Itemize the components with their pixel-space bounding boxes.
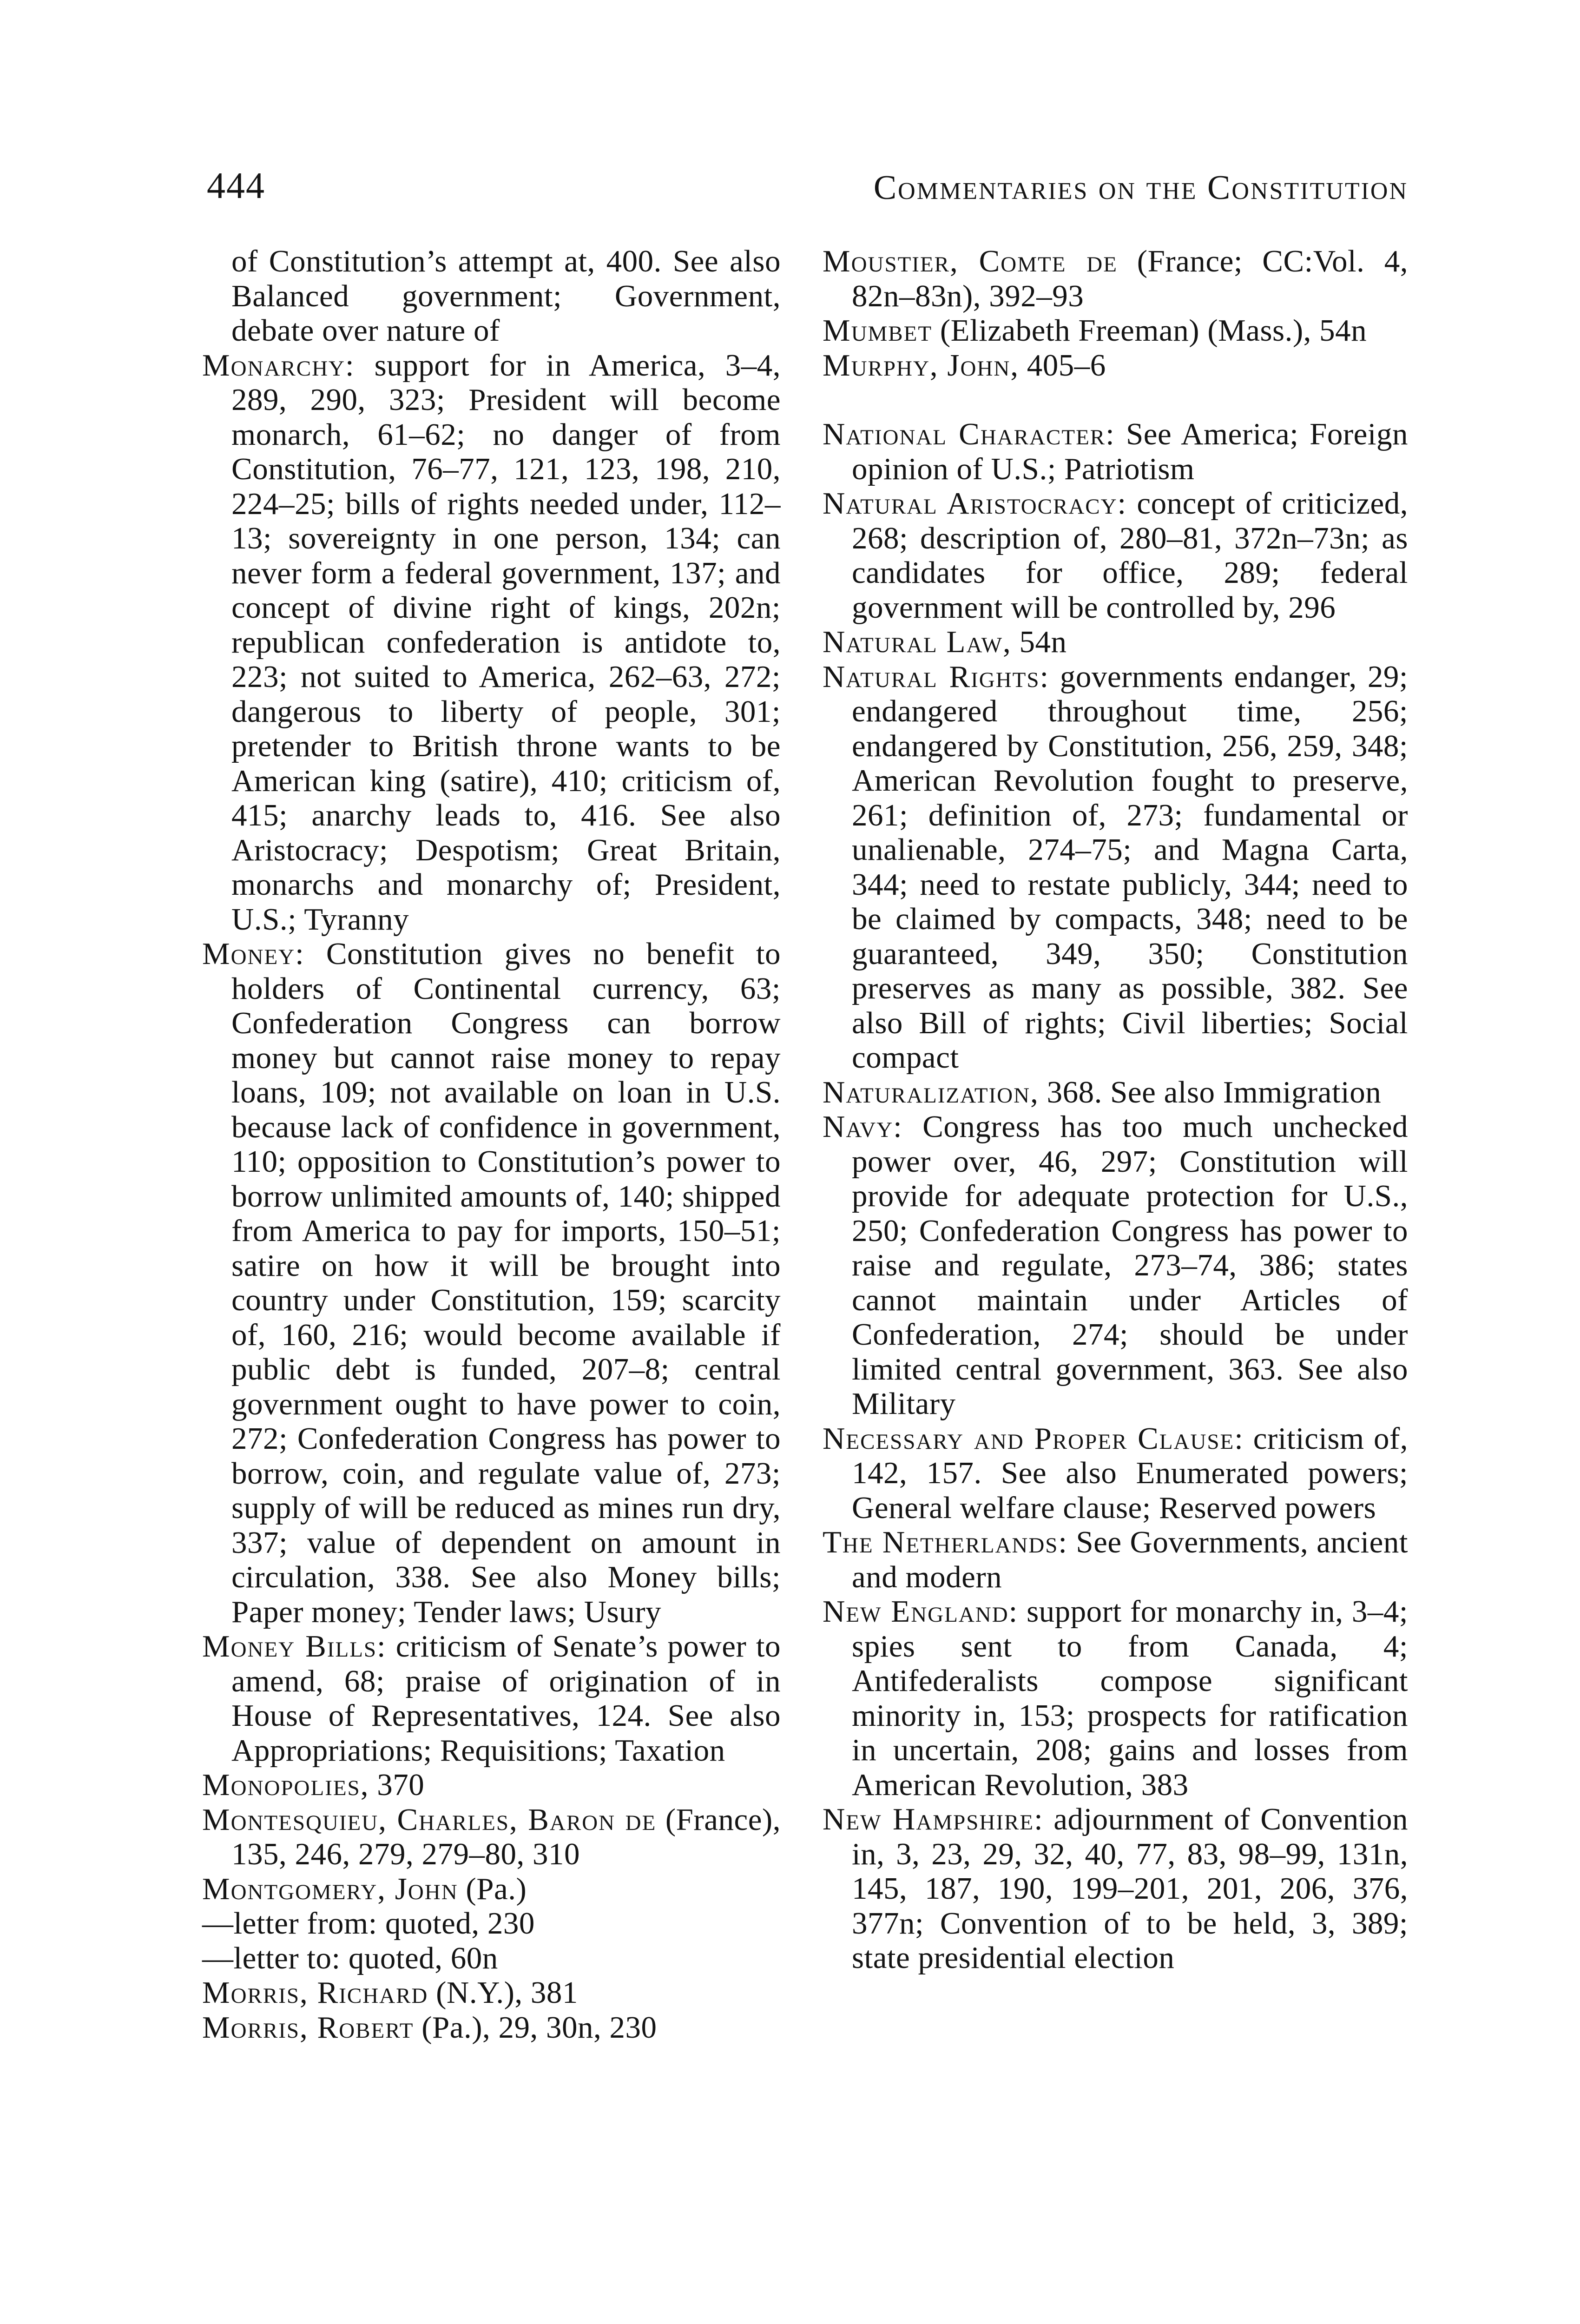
subentry-text: —letter from: quoted, 230	[202, 1906, 535, 1941]
entry-heading: Morris, Richard	[202, 1975, 428, 2010]
index-entry	[202, 1629, 781, 1768]
entry-text: support for monarchy in, 3–4; spies sent to from Canada, 4; Antifederalists compose significant minority in, 153; prospects for ratification in uncertain, 208; gains and losses from American Revolution, 383	[852, 1594, 1408, 1802]
section-gap	[823, 383, 1408, 417]
index-column-right	[823, 244, 1408, 1975]
entry-heading: Navy:	[823, 1109, 903, 1144]
entry-text: 54n	[1019, 625, 1067, 659]
index-entry	[823, 660, 1408, 1075]
index-entry	[823, 417, 1408, 486]
entry-heading: Montgomery, John	[202, 1871, 458, 1906]
index-entry	[823, 1802, 1408, 1975]
entry-heading: Morris, Robert	[202, 2010, 414, 2045]
index-entry	[823, 1421, 1408, 1525]
index-column-left	[202, 244, 781, 2045]
index-entry	[823, 313, 1408, 348]
entry-heading: National Character:	[823, 417, 1115, 451]
entry-text: See Governments, ancient and modern	[852, 1525, 1409, 1594]
entry-heading: Natural Rights:	[823, 659, 1050, 694]
entry-text: 370	[377, 1768, 425, 1802]
index-entry	[202, 348, 781, 937]
entry-heading: Monopolies,	[202, 1768, 369, 1802]
entry-heading: Moustier, Comte de	[823, 244, 1118, 278]
index-entry	[202, 1802, 781, 1872]
index-entry	[202, 1768, 781, 1802]
index-entry	[823, 1075, 1408, 1110]
index-entry	[823, 348, 1408, 383]
entry-heading: Money Bills:	[202, 1629, 387, 1664]
entry-heading: New Hampshire:	[823, 1802, 1044, 1836]
entry-text: (Pa.), 29, 30n, 230	[421, 2010, 657, 2045]
entry-text: (Elizabeth Freeman) (Mass.), 54n	[940, 313, 1367, 348]
entry-heading: The Netherlands:	[823, 1525, 1068, 1559]
entry-text: (Pa.)	[466, 1871, 527, 1906]
index-entry	[202, 937, 781, 1629]
entry-text: of Constitution’s attempt at, 400. See also Balanced government; Government, debate over nature of	[231, 244, 781, 348]
index-entry	[823, 486, 1408, 625]
entry-heading: Naturalization,	[823, 1075, 1039, 1109]
page-number: 444	[207, 165, 265, 206]
entry-text: criticism of Senate’s power to amend, 68; praise of origination of in House of Representatives, 124. See also Appropriations; Requisitions; Taxation	[231, 1629, 781, 1768]
entry-text: Congress has too much unchecked power over, 46, 297; Constitution will provide for adequate protection for U.S., 250; Confederation Congress has power to raise and regulate, 273–74, 386; states cannot maintain under Articles of Confederation, 274; should be under limited central government, 363. See also Military	[852, 1109, 1408, 1421]
entry-heading: Mumbet	[823, 313, 933, 348]
index-entry	[823, 625, 1408, 660]
entry-text: support for in America, 3–4, 289, 290, 323; President will become monarch, 61–62; no danger of from Constitution, 76–77, 121, 123, 198, 210, 224–25; bills of rights needed under, 112–13; sovereignty in one person, 134; can never form a federal government, 137; and concept of divine right of kings, 202n; republican confederation is antidote to, 223; not suited to America, 262–63, 272; dangerous to liberty of people, 301; pretender to British throne wants to be American king (satire), 410; criticism of, 415; anarchy leads to, 416. See also Aristocracy; Despotism; Great Britain, monarchs and monarchy of; President, U.S.; Tyranny	[231, 348, 781, 937]
entry-text: 368. See also Immigration	[1047, 1075, 1382, 1109]
entry-text: (N.Y.), 381	[436, 1975, 578, 2010]
index-entry	[823, 1109, 1408, 1421]
entry-text: concept of criticized, 268; description of, 280–81, 372n–73n; as candidates for office, 289; federal government will be controlled by, 296	[852, 486, 1408, 625]
entry-heading: Natural Aristocracy:	[823, 486, 1127, 521]
entry-text: 405–6	[1027, 348, 1106, 383]
entry-text: criticism of, 142, 157. See also Enumerated powers; General welfare clause; Reserved powers	[852, 1421, 1409, 1525]
index-entry	[202, 1975, 781, 2010]
entry-heading: Necessary and Proper Clause:	[823, 1421, 1244, 1456]
index-subentry	[202, 1941, 781, 1976]
index-subentry	[202, 1906, 781, 1941]
entry-text: (France; CC:Vol. 4, 82n–83n), 392–93	[852, 244, 1408, 313]
index-entry	[823, 244, 1408, 313]
entry-text: Constitution gives no benefit to holders of Continental currency, 63; Confederation Congress can borrow money but cannot raise money to repay loans, 109; not available on loan in U.S. because lack of confidence in government, 110; opposition to Constitution’s power to borrow unlimited amounts of, 140; shipped from America to pay for imports, 150–51; satire on how it will be brought into country under Constitution, 159; scarcity of, 160, 216; would become available if public debt is funded, 207–8; central government ought to have power to coin, 272; Confederation Congress has power to borrow, coin, and regulate value of, 273; supply of will be reduced as mines run dry, 337; value of dependent on amount in circulation, 338. See also Money bills; Paper money; Tender laws; Usury	[231, 937, 781, 1629]
entry-text: governments endanger, 29; endangered throughout time, 256; endangered by Constitution, 256, 259, 348; American Revolution fought to preserve, 261; definition of, 273; fundamental or unalienable, 274–75; and Magna Carta, 344; need to restate publicly, 344; need to be claimed by compacts, 348; need to be guaranteed, 349, 350; Constitution preserves as many as possible, 382. See also Bill of rights; Civil liberties; Social compact	[852, 659, 1408, 1075]
entry-heading: Montesquieu, Charles, Baron de	[202, 1802, 657, 1837]
entry-text: adjournment of Convention in, 3, 23, 29, 32, 40, 77, 83, 98–99, 131n, 145, 187, 190, 199–201, 201, 206, 376, 377n; Convention of to be held, 3, 389; state presidential election	[852, 1802, 1408, 1975]
entry-text: See America; Foreign opinion of U.S.; Patriotism	[852, 417, 1409, 486]
running-title: Commentaries on the Constitution	[873, 169, 1408, 207]
entry-heading: Murphy, John,	[823, 348, 1020, 383]
entry-heading: Monarchy:	[202, 348, 355, 383]
entry-heading: Natural Law,	[823, 625, 1012, 659]
entry-heading: New England:	[823, 1594, 1019, 1629]
index-entry-continuation	[202, 244, 781, 348]
entry-heading: Money:	[202, 937, 305, 971]
index-entry	[823, 1594, 1408, 1802]
subentry-text: —letter to: quoted, 60n	[202, 1941, 498, 1975]
index-entry	[202, 2010, 781, 2045]
entry-text: (France), 135, 246, 279, 279–80, 310	[231, 1802, 781, 1871]
index-entry	[823, 1525, 1408, 1594]
index-entry	[202, 1872, 781, 1907]
